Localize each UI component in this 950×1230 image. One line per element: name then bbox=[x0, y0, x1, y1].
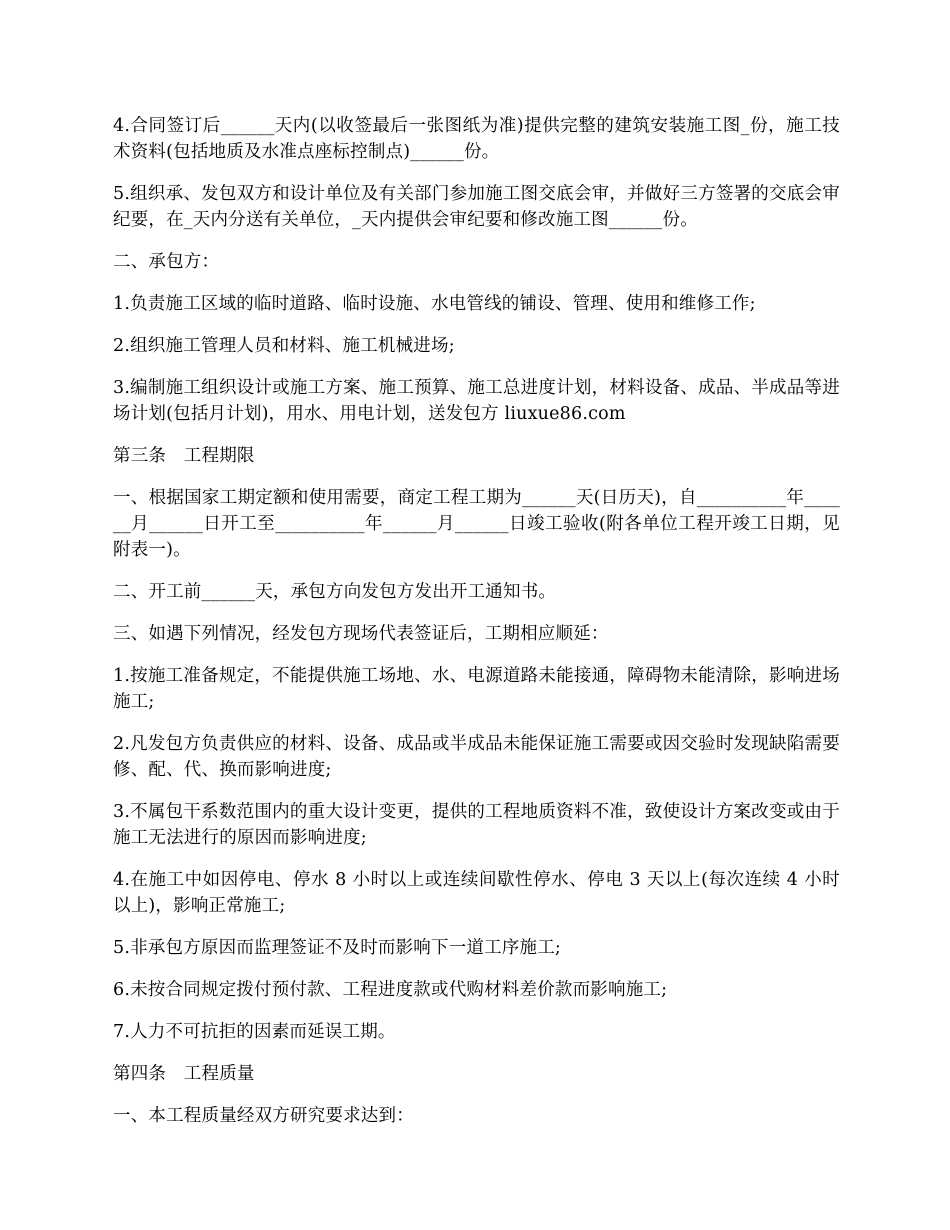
paragraph-delay-4: 4.在施工中如因停电、停水 8 小时以上或连续间歇性停水、停电 3 天以上(每次连续 4 小时以上)，影响正常施工; bbox=[113, 870, 840, 916]
article-4-heading: 第四条 工程质量 bbox=[113, 1064, 255, 1084]
paragraph-contractor-1: 1.负责施工区域的临时道路、临时设施、水电管线的铺设、管理、使用和维修工作; bbox=[113, 294, 756, 314]
paragraph-delay-1: 1.按施工准备规定，不能提供施工场地、水、电源道路未能接通，障碍物未能清除，影响进场施工; bbox=[113, 666, 840, 712]
article-3-heading: 第三条 工程期限 bbox=[113, 446, 255, 466]
paragraph-delay-7: 7.人力不可抗拒的因素而延误工期。 bbox=[113, 1022, 396, 1042]
paragraph-quality-1: 一、本工程质量经双方研究要求达到： bbox=[113, 1106, 414, 1126]
paragraph-contractor-3: 3.编制施工组织设计或施工方案、施工预算、施工总进度计划，材料设备、成品、半成品等进场计划(包括月计划)，用水、用电计划，送发包方 liuxue86.com bbox=[113, 378, 840, 424]
paragraph-item-4-drawings: 4.合同签订后______天内(以收签最后一张图纸为准)提供完整的建筑安装施工图_份，施工技术资料(包括地质及水准点座标控制点)______份。 bbox=[113, 116, 840, 162]
paragraph-schedule-3: 三、如遇下列情况，经发包方现场代表签证后，工期相应顺延： bbox=[113, 624, 609, 644]
paragraph-schedule-2: 二、开工前______天，承包方向发包方发出开工通知书。 bbox=[113, 582, 557, 602]
paragraph-delay-3: 3.不属包干系数范围内的重大设计变更，提供的工程地质资料不准，致使设计方案改变或由于施工无法进行的原因而影响进度; bbox=[113, 802, 840, 848]
paragraph-delay-2: 2.凡发包方负责供应的材料、设备、成品或半成品未能保证施工需要或因交验时发现缺陷需要修、配、代、换而影响进度; bbox=[113, 734, 840, 780]
section-contractor-heading: 二、承包方： bbox=[113, 252, 220, 272]
document-body bbox=[113, 113, 840, 1145]
paragraph-delay-6: 6.未按合同规定拨付预付款、工程进度款或代购材料差价款而影响施工; bbox=[113, 980, 668, 1000]
paragraph-item-5-review: 5.组织承、发包双方和设计单位及有关部门参加施工图交底会审，并做好三方签署的交底会审纪要，在_天内分送有关单位，_天内提供会审纪要和修改施工图______份。 bbox=[113, 184, 840, 230]
paragraph-contractor-2: 2.组织施工管理人员和材料、施工机械进场; bbox=[113, 336, 455, 356]
paragraph-schedule-1: 一、根据国家工期定额和使用需要，商定工程工期为______天(日历天)，自__________年______月______日开工至__________年______月______日竣工验收(附各单位工程开竣工日期，见附表一)。 bbox=[113, 488, 840, 560]
paragraph-delay-5: 5.非承包方原因而监理签证不及时而影响下一道工序施工; bbox=[113, 938, 561, 958]
